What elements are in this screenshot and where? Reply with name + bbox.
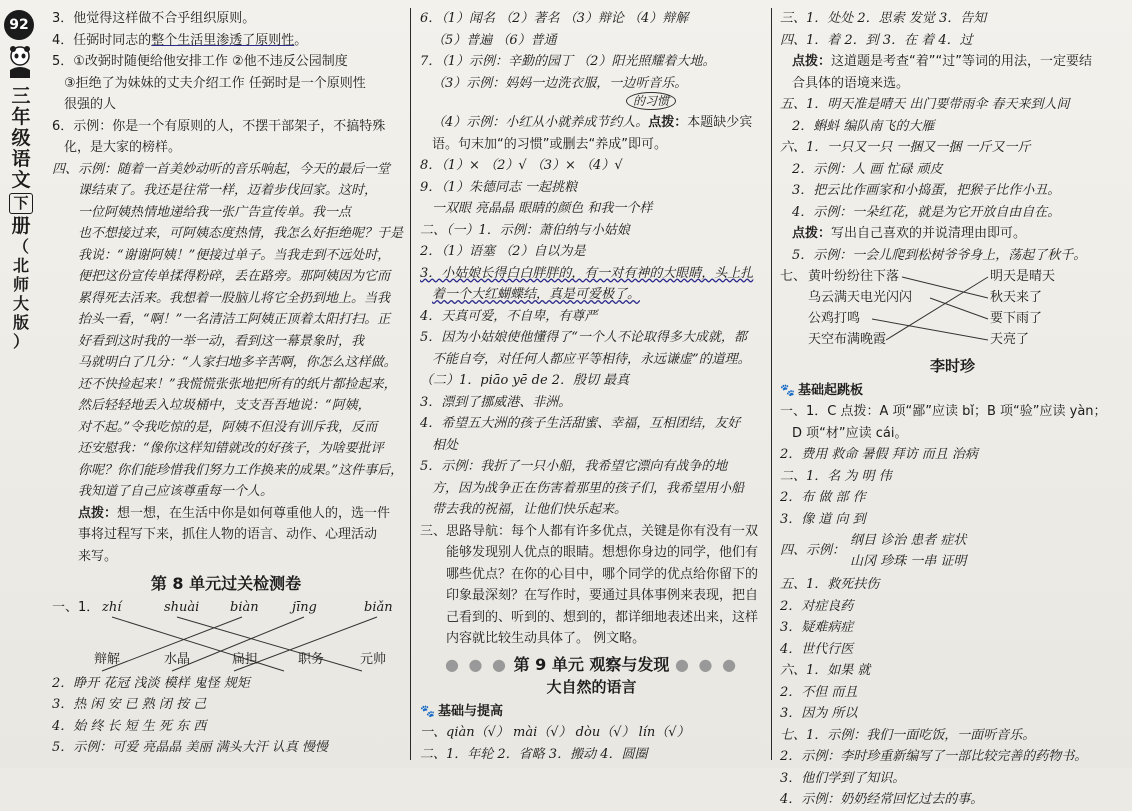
answer-line: 6．（1）闻名 （2）著名 （3）辩论 （4）辩解	[420, 11, 689, 26]
answer-line: 2．示例：人 画 忙碌 顽皮	[792, 161, 943, 177]
answer-line: 4．世代行医	[780, 641, 854, 657]
answer-line: 一、1．C 点拨：A 项“鄙”应读 bǐ；B 项“验”应读 yàn；	[780, 404, 1107, 419]
answer-line: 4．始 终 长 短 生 死 东 西	[52, 718, 207, 734]
answer-line: 三、1．处处 2．思索 发觉 3．告知	[780, 11, 987, 26]
answer-line: 带去我的祝福，让他们快乐起来。	[432, 502, 628, 517]
answer-line: 五、1．明天准是晴天 出门要带雨伞 春天来到人间	[780, 97, 1070, 112]
tip-line: 点拨：想一想，在生活中你是如何尊重他人的，选一件	[78, 505, 391, 521]
answer-line: 5．示例：我折了一只小船，我希望它漂向有战争的地	[420, 459, 728, 474]
answer-line: 3．像 道 向 到	[780, 511, 866, 527]
match-left-item: 黄叶纷纷往下落	[808, 269, 900, 284]
match-right-item: 要下雨了	[990, 311, 1043, 326]
match-left-item: 公鸡打鸣	[808, 311, 861, 326]
lesson-title: 大自然的语言	[546, 678, 637, 696]
word-item: 辩解	[94, 651, 121, 667]
answer-line: 六、1．如果 就	[780, 663, 871, 678]
column-left	[52, 8, 404, 759]
match-right-item: 天亮了	[990, 332, 1030, 347]
answer-line: 3．他觉得这样做不合乎组织原则。	[52, 11, 256, 26]
panda-mascot-icon	[6, 44, 34, 80]
match-right-item: 秋天来了	[990, 290, 1043, 305]
answer-line: 七、1．示例：我们一面吃饭，一面听音乐。	[780, 727, 1036, 743]
answer-line: 二、1．年轮 2．省略 3．搬动 4．圆圈	[420, 746, 648, 762]
answer-line: 内容就比较生动具体了。 例文略。	[446, 631, 646, 646]
answer-line: 5．示例：一会儿爬到松树爷爷身上，荡起了秋千。	[792, 247, 1087, 263]
answer-line: 4．希望五大洲的孩子生活甜蜜、幸福，互相团结，友好	[420, 416, 741, 431]
page-number: 92	[4, 10, 34, 40]
inserted-correction: 的习惯	[626, 92, 676, 110]
answer-line: 2．示例：李时珍重新编写了一部比较完善的药物书。	[780, 749, 1088, 764]
answer-line: 五、1．救死扶伤	[780, 577, 880, 592]
tip-line: 来写。	[78, 548, 118, 564]
answer-line: 三、思路导航：每个人都有许多优点，关键是你有没有一双	[420, 523, 759, 539]
answer-line: D 项“材”应读 cái。	[792, 425, 908, 441]
column-middle	[420, 8, 763, 765]
answer-line: 一双眼 亮晶晶 眼睛的颜色 和我一个样	[432, 201, 653, 216]
answer-line: 2．对症良药	[780, 598, 854, 614]
unit-title: ● ● ● 第 9 单元 观察与发现 ● ● ●	[444, 654, 739, 674]
answer-line: 2．布 做 部 作	[780, 490, 866, 505]
pinyin-item: biàn	[230, 599, 259, 615]
answer-line: 3．热 闲 安 已 熟 闭 按 己	[52, 697, 207, 712]
match-right-item: 明天是晴天	[990, 269, 1056, 284]
word-item: 元帅	[360, 651, 387, 667]
answer-line: 9．（1）朱德同志 一起挑粮	[420, 179, 578, 195]
answer-line: 语。句末加“的习惯”或删去“养成”即可。	[432, 136, 667, 152]
answer-line: 3．疑难病症	[780, 620, 854, 635]
answer-line: 合具体的语境来选。	[792, 75, 910, 91]
word-row	[52, 643, 400, 673]
answer-line: ③拒绝了为妹妹的丈夫介绍工作 任弼时是一个原则性	[64, 75, 366, 91]
word-item: 扁担	[232, 651, 259, 667]
answer-line: 7．（1）示例：辛勤的园丁 （2）阳光照耀着大地。	[420, 54, 716, 69]
test-title: 第 8 单元过关检测卷	[150, 574, 302, 593]
answer-line: 3．因为 所以	[780, 706, 858, 721]
answer-line: 2．不但 而且	[780, 684, 858, 700]
answer-line: 能够发现别人优点的眼睛。想想你身边的同学，他们有	[446, 545, 759, 560]
pinyin-item: shuài	[164, 599, 200, 615]
answer-line: 二、（一）1．示例：萧伯纳与小姑娘	[420, 222, 630, 238]
answer-line: 4．示例：一朵红花，就是为它开放自由自在。	[792, 204, 1061, 220]
answer-line: 4．天真可爱，不自卑，有尊严	[420, 308, 598, 324]
answer-line: 印象最深刻？在写作时，要通过具体事例来表现，把自	[446, 588, 759, 603]
column-divider	[410, 8, 411, 760]
pinyin-item: biǎn	[364, 599, 393, 615]
answer-line: 4．示例：奶奶经常回忆过去的事。	[780, 792, 984, 807]
match-left-item: 乌云满天电光闪闪	[808, 290, 913, 305]
answer-line: 5．示例：可爱 亮晶晶 美丽 满头大汗 认真 慢慢	[52, 740, 328, 755]
answer-line: 方，因为战争正在伤害着那里的孩子们，我希望用小船	[432, 480, 745, 496]
answer-line: 点拨：这道题是考查“着”“过”等词的用法，一定要结	[792, 54, 1092, 69]
pinyin-item: jīng	[292, 599, 317, 615]
answer-line: 2．费用 救命 暑假 拜访 而且 治病	[780, 447, 978, 462]
column-right	[780, 8, 1125, 811]
answer-line: 6．示例：你是一个有原则的人，不摆干部架子，不搞特殊	[52, 118, 386, 134]
answer-line: 点拨：写出自己喜欢的并说清理由即可。	[792, 226, 1027, 241]
pinyin-matching: 一、1． zhí shuài biàn jīng biǎn	[52, 597, 400, 643]
answer-line: 很强的人	[64, 97, 117, 112]
volume-badge: 下	[9, 193, 33, 214]
lesson-title: 李时珍	[929, 357, 975, 375]
answer-line: 2．蝌蚪 编队南飞的大雁	[792, 118, 935, 134]
answer-line: 5．因为小姑娘使他懂得了“一个人不论取得多大成就，都	[420, 330, 747, 345]
answer-line: 相处	[432, 437, 459, 453]
book-title: 三 年 级 语 文 下 册 （ 北 师 大 版 ）	[8, 86, 34, 351]
matching-exercise: 七、 黄叶纷纷往下落 乌云满天电光闪闪 公鸡打鸣 天空布满晚霞 明天是晴天 秋天来了 要下雨了 天亮了	[780, 266, 1125, 354]
matching-lines	[780, 266, 1125, 354]
answer-line: （5）普遍 （6）普通	[432, 32, 557, 48]
answer-line: 二、1．名 为 明 伟	[780, 468, 892, 484]
spine	[0, 0, 40, 768]
column-divider	[771, 8, 772, 760]
answer-line: （4）示例：小红从小就养成节约人。点拨：本题缺少宾	[432, 115, 753, 130]
answer-line: 3．把云比作画家和小捣蛋，把猴子比作小丑。	[792, 183, 1061, 198]
answer-line: 3．漂到了挪威港、非洲。	[420, 394, 572, 410]
answer-line: 2．（1）语塞 （2）自以为是	[420, 244, 586, 259]
match-left-item: 天空布满晚霞	[808, 332, 887, 347]
answer-line: 4．任弼时同志的整个生活里渗透了原则性。	[52, 32, 308, 48]
answer-line: 己看到的、听到的、想到的，都详细地表述出来，这样	[446, 609, 759, 625]
answer-line: （二）1．piāo yē de 2．殷切 最真	[420, 373, 630, 388]
section-label: 🐾 基础与提高	[420, 701, 763, 723]
answer-line: 2．睁开 花冠 浅淡 模样 鬼怪 规矩	[52, 675, 250, 691]
answer-line: 着一个大红蝴蝶结，真是可爱极了。	[432, 287, 641, 302]
word-item: 职务	[298, 651, 325, 667]
answer-line: 3．他们学到了知识。	[780, 770, 906, 786]
answer-line: 六、1．一只又一只 一捆又一捆 一斤又一斤	[780, 140, 1031, 155]
handwritten-essay: 四、示例：随着一首美妙动听的音乐响起，今天的最后一堂 课结束了。我还是往常一样，迈着步伐回家。这时， 一位阿姨热情地递给我一张广告宣传单。我一点 也不想接过来，可阿姨态度热情，我怎么好拒绝呢？于是 我说：“谢谢阿姨！”便接过单子。当我走到不远处时， 便把这份宣传单揉得粉碎，丢在路旁。那阿姨因为它而 累得死去活来。我想着一股脑儿将它全扔到地上。当我 抬头一看，“啊！”一名清洁工阿姨正顶着太阳打扫。正 好看到这时我的一举一动，看到这一幕景象时，我 马就明白了几分：“人家扫地多辛苦啊，你怎么这样做。 还不快捡起来！”我慌慌张张地把所有的纸片都捡起来， 然后轻轻地丢入垃圾桶中，支支吾吾地说：“阿姨， 对不起。”令我吃惊的是，阿姨不但没有训斥我，反而 还安慰我：“像你这样知错就改的好孩子，为啥要批评 你呢？你们能珍惜我们努力工作换来的成果。”这件事后， 我知道了自己应该尊重每一个人。	[52, 161, 404, 499]
answer-line: 四、1．着 2．到 3．在 着 4．过	[780, 32, 973, 48]
answer-line: 5．①改弼时随便给他安排工作 ②他不违反公园制度	[52, 54, 348, 69]
answer-line: 一、qiàn（√） mài（√） dòu（√） lín（√）	[420, 725, 690, 740]
word-pairs: 四、示例： 纲目 诊治 患者 症状 山冈 珍珠 一串 证明	[780, 533, 967, 569]
answer-line: 化，是大家的榜样。	[64, 140, 182, 155]
answer-line: 8．（1）× （2）√ （3）× （4）√	[420, 158, 623, 173]
word-item: 水晶	[164, 651, 191, 667]
pinyin-item: zhí	[102, 599, 122, 615]
section-label: 🐾 基础起跳板	[780, 380, 1125, 402]
answer-line: 3．小姑娘长得白白胖胖的，有一对有神的大眼睛，头上扎	[420, 265, 754, 281]
tip-line: 事将过程写下来，抓住人物的语言、动作、心理活动	[78, 527, 378, 542]
answer-line: （3）示例：妈妈一边洗衣服，一边听音乐。	[432, 75, 688, 91]
answer-line: 哪些优点？在你的心目中，哪个同学的优点给你留下的	[446, 566, 759, 582]
answer-line: 不能自夸，对任何人都应平等相待，永远谦虚”的道理。	[432, 351, 751, 367]
